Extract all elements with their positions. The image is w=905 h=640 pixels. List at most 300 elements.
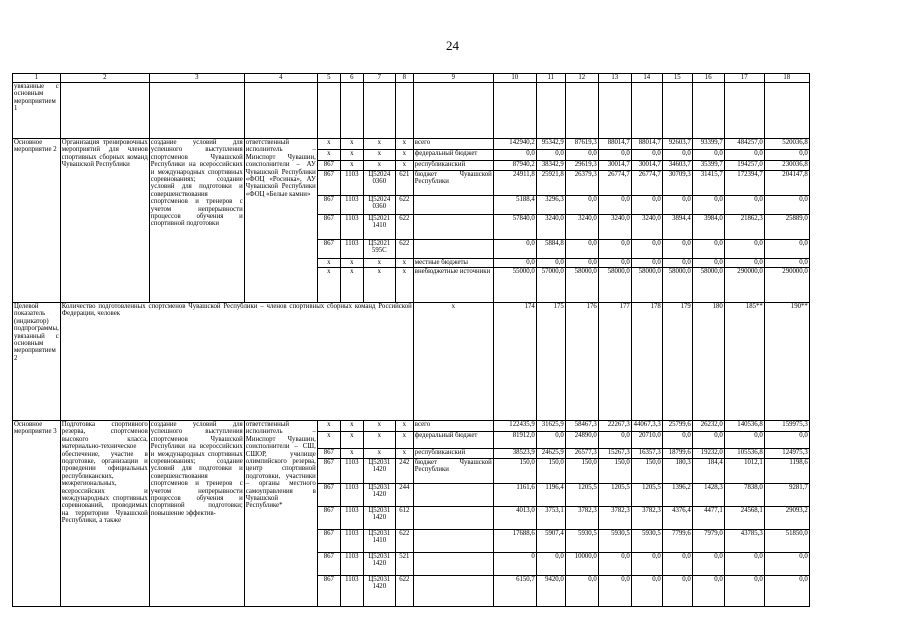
event3-subrow-cell: 1103 (341, 552, 363, 575)
event2-value-cell: 3296,3 (537, 195, 565, 214)
event3-value-cell: 105536,8 (725, 448, 764, 458)
event3-value-cell: 0,0 (663, 431, 692, 448)
event2-subrow-cell (414, 214, 493, 239)
event2-value-cell: 0,0 (693, 239, 724, 258)
event2-value-cell: 0,0 (599, 195, 631, 214)
event2-subrow-cell: бюджет Чувашской Республики (414, 170, 493, 195)
event2-subrow-cell: x (364, 267, 395, 284)
event3-value-cell: 180,3 (663, 458, 692, 483)
event2-value-cell: 0,0 (632, 258, 662, 267)
event2-value-cell: 88014,7 (638, 139, 661, 146)
event3-subrow-cell: 867 (318, 552, 340, 575)
target-row (13, 303, 810, 421)
event3-subrow-cell: 867 (318, 448, 340, 458)
header-cell: 11 (536, 74, 565, 83)
event2-value-cell: 0,0 (693, 258, 724, 267)
event2-value-cell: 58000,0 (693, 267, 724, 284)
empty-cell (631, 83, 662, 139)
event3-value-cell: 124975,3 (765, 448, 809, 458)
event2-subrow-cell: Ц52024 0360 (364, 195, 395, 214)
event3-value-cell: 24568,1 (725, 506, 764, 529)
event2-value-cell: 0,0 (765, 195, 809, 214)
event2-c5-stack (317, 139, 340, 303)
header-row (13, 74, 810, 83)
event3-subrow-cell: 1103 (341, 483, 363, 506)
event2-value-cell: 0,0 (663, 195, 692, 214)
event2-c7-stack (363, 139, 395, 303)
event3-value-cell: 5930,5 (566, 529, 598, 552)
event3-subrow-cell: x (341, 448, 363, 458)
event2-value-cell: 0,0 (566, 195, 598, 214)
header-cell: 14 (631, 74, 662, 83)
event2-value-cell: 29619,3 (566, 160, 598, 170)
event2-subrow-cell: x (364, 149, 395, 160)
event3-value-stack (724, 421, 764, 607)
header-cell: 18 (764, 74, 809, 83)
event3-value-cell: 5930,5 (599, 529, 631, 552)
budget-table (12, 73, 810, 607)
event3-value-cell: 29093,2 (765, 506, 809, 529)
event3-subrow-cell: x (396, 431, 413, 448)
event2-value-cell: 172394,7 (725, 170, 764, 195)
event2-value-stack (493, 139, 536, 303)
empty-cell (493, 83, 536, 139)
empty-cell (244, 83, 317, 139)
event3-value-cell: 184,4 (693, 458, 724, 483)
empty-cell (662, 83, 692, 139)
event2-subrow-cell: 1103 (341, 170, 363, 195)
event2-value-cell: 93399,7 (700, 139, 723, 146)
event3-value-cell: 0,0 (663, 552, 692, 575)
event2-value-cell: 30014,7 (632, 160, 662, 170)
event2-subrow-cell: Ц52024 0360 (364, 170, 395, 195)
event3-value-cell: 15267,3 (599, 448, 631, 458)
event2-subrow-cell: x (318, 149, 340, 160)
event3-value-cell: 51850,0 (765, 529, 809, 552)
header-cell: 5 (317, 74, 340, 83)
event-label-cell: увязанные с основным мероприятием 1 (13, 83, 61, 139)
event3-value-cell: 1196,4 (537, 483, 565, 506)
table-row (13, 139, 810, 303)
event2-subrow-cell: x (396, 267, 413, 284)
event2-value-cell: 3240,0 (599, 214, 631, 239)
event3-value-cell: 19232,0 (693, 448, 724, 458)
event2-value-stack (724, 139, 764, 303)
event2-value-cell: 0,0 (599, 258, 631, 267)
event3-value-cell: 150,0 (566, 458, 598, 483)
event2-value-cell: 0,0 (494, 258, 536, 267)
event2-value-cell: 0,0 (537, 258, 565, 267)
event2-value-cell: 520036,8 (782, 139, 808, 146)
event3-subrow-cell: 867 (318, 529, 340, 552)
event3-subrow-cell: 867 (318, 575, 340, 593)
event2-subrow-cell: x (377, 139, 381, 146)
event2-value-cell: 88014,7 (607, 139, 630, 146)
event2-value-cell: 21862,3 (725, 214, 764, 239)
event2-subrow-cell: всего (414, 139, 431, 146)
event3-subrow-cell: x (377, 421, 381, 428)
target-label-cell: Целевой показатель (индикатор) подпрограммы, увязанный с основным мероприятием 2 (13, 303, 61, 421)
event3-col3-cell: создание условий для успешного выступления спортсменов Чувашской Республики на всероссийских и международных спортивных соревнованиях; создание условий для подготовки и совершенствования спортсменов и тренеров с учетом непрерывности процессов обучения и спортивной подготовки; повышение эффектив- (149, 421, 244, 607)
event3-value-cell: 4013,0 (494, 506, 536, 529)
target-value-cell: 185** (724, 303, 764, 421)
event2-value-cell: 230036,8 (765, 160, 809, 170)
event2-value-stack (764, 139, 809, 303)
event2-subrow-cell: 622 (396, 195, 413, 214)
event2-subrow-cell: 867 (318, 195, 340, 214)
event2-value-cell: 290000,0 (725, 267, 764, 284)
event2-col1-cell: Основное мероприятие 2 (13, 139, 61, 303)
event2-c8-stack (395, 139, 413, 303)
empty-cell (363, 83, 395, 139)
event3-value-cell: 1428,3 (693, 483, 724, 506)
event2-value-cell: 0,0 (663, 258, 692, 267)
target-value-cell: 179 (662, 303, 692, 421)
header-cell: 15 (662, 74, 692, 83)
event2-col3-cell: создание условий для успешного выступления спортсменов Чувашской Республики на всероссийских и международных спортивных соревнованиях; создание условий для подготовки и совершенствования спортсменов и тренеров с учетом непрерывности процессов обучения и спортивной подготовки (149, 139, 244, 303)
empty-cell (317, 83, 340, 139)
event2-value-cell: 34603,7 (663, 160, 692, 170)
event2-value-stack (692, 139, 724, 303)
event2-value-cell: 204147,8 (765, 170, 809, 195)
header-cell: 3 (149, 74, 244, 83)
event3-subrow-cell (414, 552, 493, 575)
event3-value-cell: 1161,6 (494, 483, 536, 506)
event3-value-cell: 3782,3 (566, 506, 598, 529)
table-row (13, 421, 810, 607)
event3-subrow-cell: x (327, 421, 331, 428)
event3-subrow-cell: Ц52031 1410 (364, 529, 395, 552)
event3-value-stack (764, 421, 809, 607)
event2-value-cell: 92603,7 (668, 139, 691, 146)
event2-value-cell: 57000,0 (537, 267, 565, 284)
event2-value-cell: 5884,8 (537, 239, 565, 258)
event2-value-cell: 0,0 (494, 239, 536, 258)
event2-value-cell: 142940,2 (509, 139, 535, 146)
event2-value-cell: 0,0 (693, 195, 724, 214)
event3-value-cell: 38523,9 (494, 448, 536, 458)
event2-value-cell: 58000,0 (632, 267, 662, 284)
event3-subrow-cell: 1103 (341, 575, 363, 593)
event3-subrow-cell: 867 (318, 506, 340, 529)
header-cell: 17 (724, 74, 764, 83)
event2-subrow-cell: Ц52021 595С (364, 239, 395, 258)
page-number: 24 (446, 38, 459, 53)
event3-value-cell: 0,0 (725, 431, 764, 448)
event3-value-cell: 0,0 (693, 431, 724, 448)
event3-value-cell: 6150,7 (494, 575, 536, 593)
event2-subrow-cell: 1103 (341, 195, 363, 214)
event2-value-cell: 3240,0 (632, 214, 662, 239)
event3-subrow-cell: x (364, 448, 395, 458)
event2-subrow-cell: внебюджетные источники (414, 267, 493, 284)
event2-value-cell: 0,0 (725, 195, 764, 214)
event3-subrow-cell: 612 (396, 506, 413, 529)
header-cell: 16 (692, 74, 724, 83)
event2-value-cell: 26774,7 (599, 170, 631, 195)
event3-subrow-cell: x (396, 448, 413, 458)
event3-value-cell: 5907,4 (537, 529, 565, 552)
target-value-cell: 190** (764, 303, 809, 421)
event3-subrow-cell: 622 (396, 575, 413, 593)
event2-value-cell: 484257,0 (737, 139, 763, 146)
event3-value-cell: 0,0 (725, 552, 764, 575)
header-cell: 4 (244, 74, 317, 83)
event3-value-cell: 1396,2 (663, 483, 692, 506)
event2-subrow-cell: x (318, 267, 340, 284)
empty-cell (413, 83, 493, 139)
event2-value-cell: 0,0 (599, 149, 631, 160)
event3-value-cell: 1012,1 (725, 458, 764, 483)
event2-subrow-cell: x (364, 160, 395, 170)
event3-value-cell: 16357,3 (632, 448, 662, 458)
event3-value-cell: 58467,3 (574, 421, 597, 428)
event2-subrow-cell: Ц52021 1410 (364, 214, 395, 239)
event3-subrow-cell: Ц52031 1420 (364, 552, 395, 575)
event3-subrow-cell: x (318, 431, 340, 448)
event2-subrow-cell (414, 195, 493, 214)
event2-value-cell: 0,0 (693, 149, 724, 160)
event3-subrow-cell: Ц52031 1420 (364, 458, 395, 483)
event2-subrow-cell: x (341, 267, 363, 284)
event2-col4-cell: ответственный исполнитель – Минспорт Чувашии, соисполнители – АУ Чувашской Республики «ФОЦ «Росинка», АУ Чувашской Республики «ФОЦ «Белые камни» (244, 139, 317, 303)
event3-value-cell: 150,0 (537, 458, 565, 483)
event2-value-cell: 0,0 (765, 258, 809, 267)
event2-value-cell: 58000,0 (663, 267, 692, 284)
event3-value-stack (565, 421, 598, 607)
event3-value-cell: 26577,3 (566, 448, 598, 458)
event3-subrow-cell: 1103 (341, 458, 363, 483)
event3-value-stack (493, 421, 536, 607)
event3-value-cell: 7838,0 (725, 483, 764, 506)
event2-value-cell: 95342,9 (541, 139, 564, 146)
event3-value-cell: 140536,8 (737, 421, 763, 428)
event3-value-cell: 0 (494, 552, 536, 575)
event3-value-stack (692, 421, 724, 607)
event2-subrow-cell: 1103 (341, 239, 363, 258)
target-value-cell: 178 (631, 303, 662, 421)
event3-value-cell: 0,0 (693, 552, 724, 575)
event2-value-cell: 38342,9 (537, 160, 565, 170)
event3-subrow-cell: 867 (318, 458, 340, 483)
event2-value-cell: 0,0 (663, 149, 692, 160)
event2-subrow-cell: 867 (318, 160, 340, 170)
event3-value-cell: 1205,5 (599, 483, 631, 506)
empty-cell (395, 83, 413, 139)
table-row (13, 83, 810, 139)
event3-subrow-cell: 867 (318, 483, 340, 506)
event2-value-cell: 30014,7 (599, 160, 631, 170)
header-cell: 1 (13, 74, 61, 83)
event3-value-cell: 9281,7 (765, 483, 809, 506)
event2-value-stack (631, 139, 662, 303)
empty-cell (764, 83, 809, 139)
event2-subrow-cell: 867 (318, 170, 340, 195)
event3-subrow-cell: 1103 (341, 506, 363, 529)
event3-value-cell: 24890,0 (566, 431, 598, 448)
event3-value-cell: 5930,5 (632, 529, 662, 552)
event3-value-cell: 0,0 (725, 575, 764, 593)
event2-subrow-cell: x (396, 258, 413, 267)
event3-col4-cell: ответственный исполнитель – Минспорт Чувашии, соисполнители – СШ, СШОР, училище олимпийского резерва, центр спортивной подготовки, участники – органы местного самоуправления в Чувашской Республике* (244, 421, 317, 607)
event2-c9-stack (413, 139, 493, 303)
event3-value-cell: 25799,6 (668, 421, 691, 428)
event3-c7-stack (363, 421, 395, 607)
event3-subrow-cell (414, 575, 493, 593)
event3-subrow-cell: 1103 (341, 529, 363, 552)
event2-subrow-cell: x (364, 258, 395, 267)
event2-value-cell: 30709,3 (663, 170, 692, 195)
event2-value-cell: 3240,0 (566, 214, 598, 239)
event2-value-cell: 0,0 (566, 239, 598, 258)
event2-value-stack (536, 139, 565, 303)
empty-cell (565, 83, 598, 139)
event3-value-cell: 22267,3 (607, 421, 630, 428)
event2-value-cell: 87619,3 (574, 139, 597, 146)
event3-c6-stack (340, 421, 363, 607)
event3-value-cell: 43785,3 (725, 529, 764, 552)
event2-col2-cell: Организация тренировочных мероприятий для членов спортивных сборных команд Чувашской Республики (60, 139, 149, 303)
event3-value-cell: 122435,9 (509, 421, 535, 428)
target-value-cell: 180 (692, 303, 724, 421)
header-cell: 9 (413, 74, 493, 83)
event3-value-cell: 7799,6 (663, 529, 692, 552)
header-cell: 12 (565, 74, 598, 83)
event2-subrow-cell: x (350, 139, 354, 146)
event3-value-cell: 0,0 (663, 575, 692, 593)
event3-value-cell: 1205,5 (566, 483, 598, 506)
event2-subrow-cell: 1103 (341, 214, 363, 239)
event2-value-cell: 0,0 (765, 239, 809, 258)
event2-subrow-cell: x (341, 149, 363, 160)
event2-value-cell: 0,0 (663, 239, 692, 258)
event2-value-cell: 0,0 (765, 149, 809, 160)
event3-value-cell: 9420,0 (537, 575, 565, 593)
event2-subrow-cell: 867 (318, 239, 340, 258)
event2-value-cell: 0,0 (537, 149, 565, 160)
event3-value-cell: 3782,3 (632, 506, 662, 529)
event3-value-cell: 150,0 (632, 458, 662, 483)
event2-c6-stack (340, 139, 363, 303)
event3-value-cell: 1198,6 (765, 458, 809, 483)
header-cell: 13 (598, 74, 631, 83)
event3-subrow-cell (414, 483, 493, 506)
event2-subrow-cell: 622 (396, 239, 413, 258)
event2-subrow-cell: x (341, 160, 363, 170)
event2-value-stack (598, 139, 631, 303)
target-value-cell: 176 (565, 303, 598, 421)
empty-cell (149, 83, 244, 139)
event2-value-cell: 3240,0 (537, 214, 565, 239)
event2-value-cell: 3984,0 (693, 214, 724, 239)
event3-value-cell: 4376,4 (663, 506, 692, 529)
event2-subrow-cell: 621 (396, 170, 413, 195)
event3-subrow-cell: x (364, 431, 395, 448)
header-cell: 7 (363, 74, 395, 83)
event3-value-stack (598, 421, 631, 607)
event3-subrow-cell: x (402, 421, 406, 428)
event3-value-cell: 150,0 (494, 458, 536, 483)
event3-value-cell: 0,0 (765, 431, 809, 448)
event2-value-cell: 0,0 (632, 149, 662, 160)
event3-value-cell: 0,0 (566, 575, 598, 593)
event3-value-cell: 18799,6 (663, 448, 692, 458)
event2-subrow-cell (414, 239, 493, 258)
target-value-cell: 177 (598, 303, 631, 421)
target-value-cell: 174 (493, 303, 536, 421)
event3-value-cell: 0,0 (537, 431, 565, 448)
event3-value-cell: 0,0 (599, 575, 631, 593)
event3-value-cell: 24625,9 (537, 448, 565, 458)
event2-subrow-cell: x (396, 149, 413, 160)
header-cell: 6 (340, 74, 363, 83)
event3-value-cell: 150,0 (599, 458, 631, 483)
event3-subrow-cell: Ц52031 1420 (364, 506, 395, 529)
event3-subrow-cell: бюджет Чувашской Республики (414, 458, 493, 483)
event2-subrow-cell: x (318, 258, 340, 267)
event2-value-cell: 26379,3 (566, 170, 598, 195)
event3-c8-stack (395, 421, 413, 607)
target-x-cell: x (413, 303, 493, 421)
event2-value-cell: 0,0 (599, 239, 631, 258)
event3-value-cell: 3782,3 (599, 506, 631, 529)
event2-subrow-cell: x (402, 139, 406, 146)
event2-value-cell: 0,0 (632, 195, 662, 214)
event3-value-cell: 0,0 (632, 575, 662, 593)
event2-value-cell: 194257,0 (725, 160, 764, 170)
event3-c9-stack (413, 421, 493, 607)
empty-cell (724, 83, 764, 139)
empty-cell (598, 83, 631, 139)
event3-value-cell: 0,0 (599, 552, 631, 575)
event3-subrow-cell: Ц52031 1420 (364, 483, 395, 506)
event2-value-cell: 5188,4 (494, 195, 536, 214)
event2-value-cell: 24911,8 (494, 170, 536, 195)
event3-subrow-cell: x (350, 421, 354, 428)
event2-value-cell: 0,0 (632, 239, 662, 258)
event2-value-cell: 58000,0 (599, 267, 631, 284)
event2-subrow-cell: 867 (318, 214, 340, 239)
event3-value-cell: 4477,1 (693, 506, 724, 529)
event2-subrow-cell: x (396, 160, 413, 170)
header-cell: 2 (60, 74, 149, 83)
event3-value-cell: 0,0 (765, 552, 809, 575)
header-cell: 10 (493, 74, 536, 83)
event3-subrow-cell (414, 506, 493, 529)
event3-value-cell: 81912,0 (494, 431, 536, 448)
event3-value-cell: 20710,0 (632, 431, 662, 448)
event2-value-cell: 290000,0 (765, 267, 809, 284)
event3-subrow-cell: 242 (396, 458, 413, 483)
event3-subrow-cell: федеральный бюджет (414, 431, 493, 448)
event3-value-cell: 17688,6 (494, 529, 536, 552)
event3-subrow-cell: всего (414, 421, 431, 428)
event3-value-cell: 7979,0 (693, 529, 724, 552)
event3-value-cell: 0,0 (632, 552, 662, 575)
event3-subrow-cell: x (341, 431, 363, 448)
empty-cell (60, 83, 149, 139)
event2-value-cell: 0,0 (566, 149, 598, 160)
event3-value-cell: 26232,0 (700, 421, 723, 428)
event2-value-cell: 26774,7 (632, 170, 662, 195)
event3-col1-cell: Основное мероприятие 3 (13, 421, 61, 607)
empty-cell (692, 83, 724, 139)
event2-value-cell: 55000,0 (494, 267, 536, 284)
target-desc-cell: Количество подготовленных спортсменов Чувашской Республики – членов спортивных сборных команд Российской Федерации, человек (60, 303, 413, 421)
event2-value-cell: 0,0 (494, 149, 536, 160)
event2-value-cell: 87940,2 (494, 160, 536, 170)
event3-subrow-cell: 521 (396, 552, 413, 575)
